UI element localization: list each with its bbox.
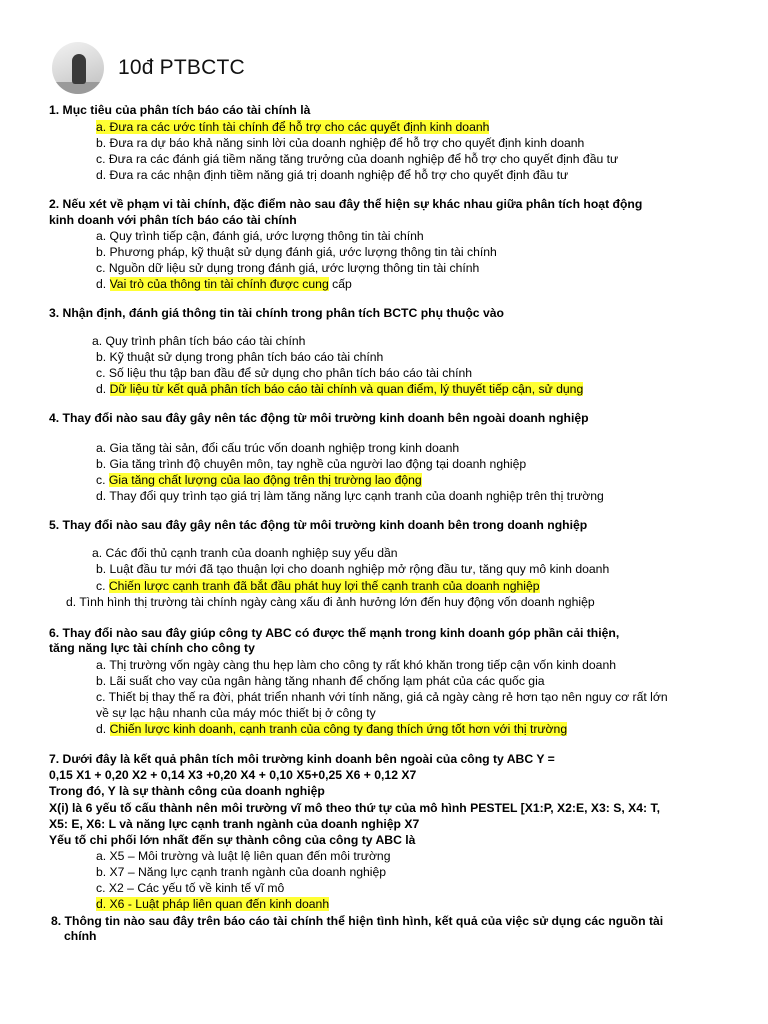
question-1-stem: 1. Mục tiêu của phân tích báo cáo tài chính là xyxy=(49,103,311,117)
highlighted-answer: Gia tăng chất lượng của lao động trên thị trường lao động xyxy=(108,473,422,487)
question-2-stem-line1: 2. Nếu xét về phạm vi tài chính, đặc điểm nào sau đây thể hiện sự khác nhau giữa phân tích hoạt động xyxy=(49,197,643,211)
question-4-stem: 4. Thay đổi nào sau đây gây nên tác động từ môi trường kinh doanh bên ngoài doanh nghiệp xyxy=(49,411,589,425)
question-8-stem-line2: chính xyxy=(64,929,97,943)
question-8-stem-line1: 8. Thông tin nào sau đây trên báo cáo tài chính thể hiện tình hình, kết quả của việc sử dụng các nguồn tài xyxy=(51,914,664,928)
question-2-option-d: d. Vai trò của thông tin tài chính được cung cấp xyxy=(96,277,352,291)
question-7-option-d xyxy=(96,896,329,912)
highlighted-answer: Chiến lược kinh doanh, cạnh tranh của công ty đang thích ứng tốt hơn với thị trường xyxy=(109,722,568,736)
highlighted-answer: Dữ liệu từ kết quả phân tích báo cáo tài chính và quan điểm, lý thuyết tiếp cận, sử dụng xyxy=(109,382,584,396)
question-7-option-a: a. X5 – Môi trường và luật lệ liên quan đến môi trường xyxy=(96,849,391,863)
question-1-option-c: c. Đưa ra các đánh giá tiềm năng tăng trưởng của doanh nghiệp để hỗ trợ cho quyết định đầu tư xyxy=(96,152,619,166)
question-5-stem: 5. Thay đổi nào sau đây gây nên tác động từ môi trường kinh doanh bên trong doanh nghiệp xyxy=(49,518,588,532)
highlighted-answer: a. Đưa ra các ước tính tài chính để hỗ trợ cho các quyết định kinh doanh xyxy=(96,120,490,134)
question-3-stem: 3. Nhận định, đánh giá thông tin tài chính trong phân tích BCTC phụ thuộc vào xyxy=(49,306,504,320)
question-5-option-c: c. Chiến lược cạnh tranh đã bắt đầu phát huy lợi thế cạnh tranh của doanh nghiệp xyxy=(96,579,540,593)
question-7-option-c: c. X2 – Các yếu tố về kinh tế vĩ mô xyxy=(96,881,285,895)
question-2-option-c: c. Nguồn dữ liệu sử dụng trong đánh giá, ước lượng thông tin tài chính xyxy=(96,261,480,275)
question-3-option-a: a. Quy trình phân tích báo cáo tài chính xyxy=(92,334,306,348)
question-4-option-d: d. Thay đổi quy trình tạo giá trị làm tăng năng lực cạnh tranh của doanh nghiệp trên thị trường xyxy=(96,489,604,503)
question-2-stem-line2: kinh doanh với phân tích báo cáo tài chính xyxy=(49,213,297,227)
highlighted-answer: Vai trò của thông tin tài chính được cung xyxy=(109,277,329,291)
question-4-option-b: b. Gia tăng trình độ chuyên môn, tay nghề của người lao động tại doanh nghiệp xyxy=(96,457,527,471)
question-3-option-d: d. Dữ liệu từ kết quả phân tích báo cáo tài chính và quan điểm, lý thuyết tiếp cận, sử dụng xyxy=(96,382,584,396)
page-title: 10đ PTBCTC xyxy=(118,56,245,79)
question-7-line5: X5: E, X6: L và năng lực cạnh tranh ngành của doanh nghiệp X7 xyxy=(49,817,420,831)
avatar xyxy=(52,42,104,94)
question-2-option-b: b. Phương pháp, kỹ thuật sử dụng đánh giá, ước lượng thông tin tài chính xyxy=(96,245,497,259)
question-6-option-b: b. Lãi suất cho vay của ngân hàng tăng nhanh để chống lạm phát của các quốc gia xyxy=(96,674,545,688)
question-3-option-c: c. Số liệu thu tập ban đầu để sử dụng cho phân tích báo cáo tài chính xyxy=(96,366,473,380)
question-6-stem-line2: tăng năng lực tài chính cho công ty xyxy=(49,641,255,655)
highlighted-answer: d. X6 - Luật pháp liên quan đến kinh doanh xyxy=(96,897,330,911)
question-5-option-b: b. Luật đầu tư mới đã tạo thuận lợi cho doanh nghiệp mở rộng đầu tư, tăng quy mô kinh doanh xyxy=(96,562,610,576)
question-7-formula: 0,15 X1 + 0,20 X2 + 0,14 X3 +0,20 X4 + 0,10 X5+0,25 X6 + 0,12 X7 xyxy=(49,768,417,782)
question-4-option-c: c. Gia tăng chất lượng của lao động trên thị trường lao động xyxy=(96,473,422,487)
question-5-option-d: d. Tình hình thị trường tài chính ngày càng xấu đi ảnh hưởng lớn đến huy động vốn doanh nghiệp xyxy=(66,595,595,609)
question-6-option-c-line1: c. Thiết bị thay thế ra đời, phát triển nhanh với tính năng, giá cả ngày càng rẻ hơn tạo nên nguy cơ rất lớn xyxy=(96,690,668,704)
question-2-option-a: a. Quy trình tiếp cận, đánh giá, ước lượng thông tin tài chính xyxy=(96,229,424,243)
question-6-option-c-line2: về sự lạc hậu nhanh của máy móc thiết bị ở công ty xyxy=(96,706,376,720)
question-6-option-d: d. Chiến lược kinh doanh, cạnh tranh của công ty đang thích ứng tốt hơn với thị trường xyxy=(96,722,568,736)
question-1-option-a xyxy=(96,119,489,135)
question-5-option-a: a. Các đối thủ cạnh tranh của doanh nghiệp suy yếu dần xyxy=(92,546,398,560)
question-6-option-a: a. Thị trường vốn ngày càng thu hẹp làm cho công ty rất khó khăn trong tiếp cận vốn kinh doanh xyxy=(96,658,617,672)
question-6-stem-line1: 6. Thay đổi nào sau đây giúp công ty ABC có được thế mạnh trong kinh doanh góp phần cải thiện, xyxy=(49,626,620,640)
question-1-option-d: d. Đưa ra các nhận định tiềm năng giá trị doanh nghiệp để hỗ trợ cho quyết định đầu tư xyxy=(96,168,569,182)
question-4-option-a: a. Gia tăng tài sản, đổi cấu trúc vốn doanh nghiệp trong kinh doanh xyxy=(96,441,460,455)
document-header xyxy=(52,42,245,94)
question-7-line1: 7. Dưới đây là kết quả phân tích môi trường kinh doanh bên ngoài của công ty ABC Y = xyxy=(49,752,555,766)
question-3-option-b: b. Kỹ thuật sử dụng trong phân tích báo cáo tài chính xyxy=(96,350,384,364)
question-7-line6: Yếu tố chi phối lớn nhất đến sự thành công của công ty ABC là xyxy=(49,833,416,847)
question-7-option-b: b. X7 – Năng lực cạnh tranh ngành của doanh nghiệp xyxy=(96,865,387,879)
question-7-line4: X(i) là 6 yếu tố cấu thành nên môi trường vĩ mô theo thứ tự của mô hình PESTEL [X1:P, X2:E, X3: S, X4: T, xyxy=(49,801,660,815)
question-7-line3: Trong đó, Y là sự thành công của doanh nghiệp xyxy=(49,784,325,798)
question-1-option-b: b. Đưa ra dự báo khả năng sinh lời của doanh nghiệp để hỗ trợ cho quyết định kinh doanh xyxy=(96,136,585,150)
highlighted-answer: Chiến lược cạnh tranh đã bắt đầu phát huy lợi thế cạnh tranh của doanh nghiệp xyxy=(108,579,540,593)
